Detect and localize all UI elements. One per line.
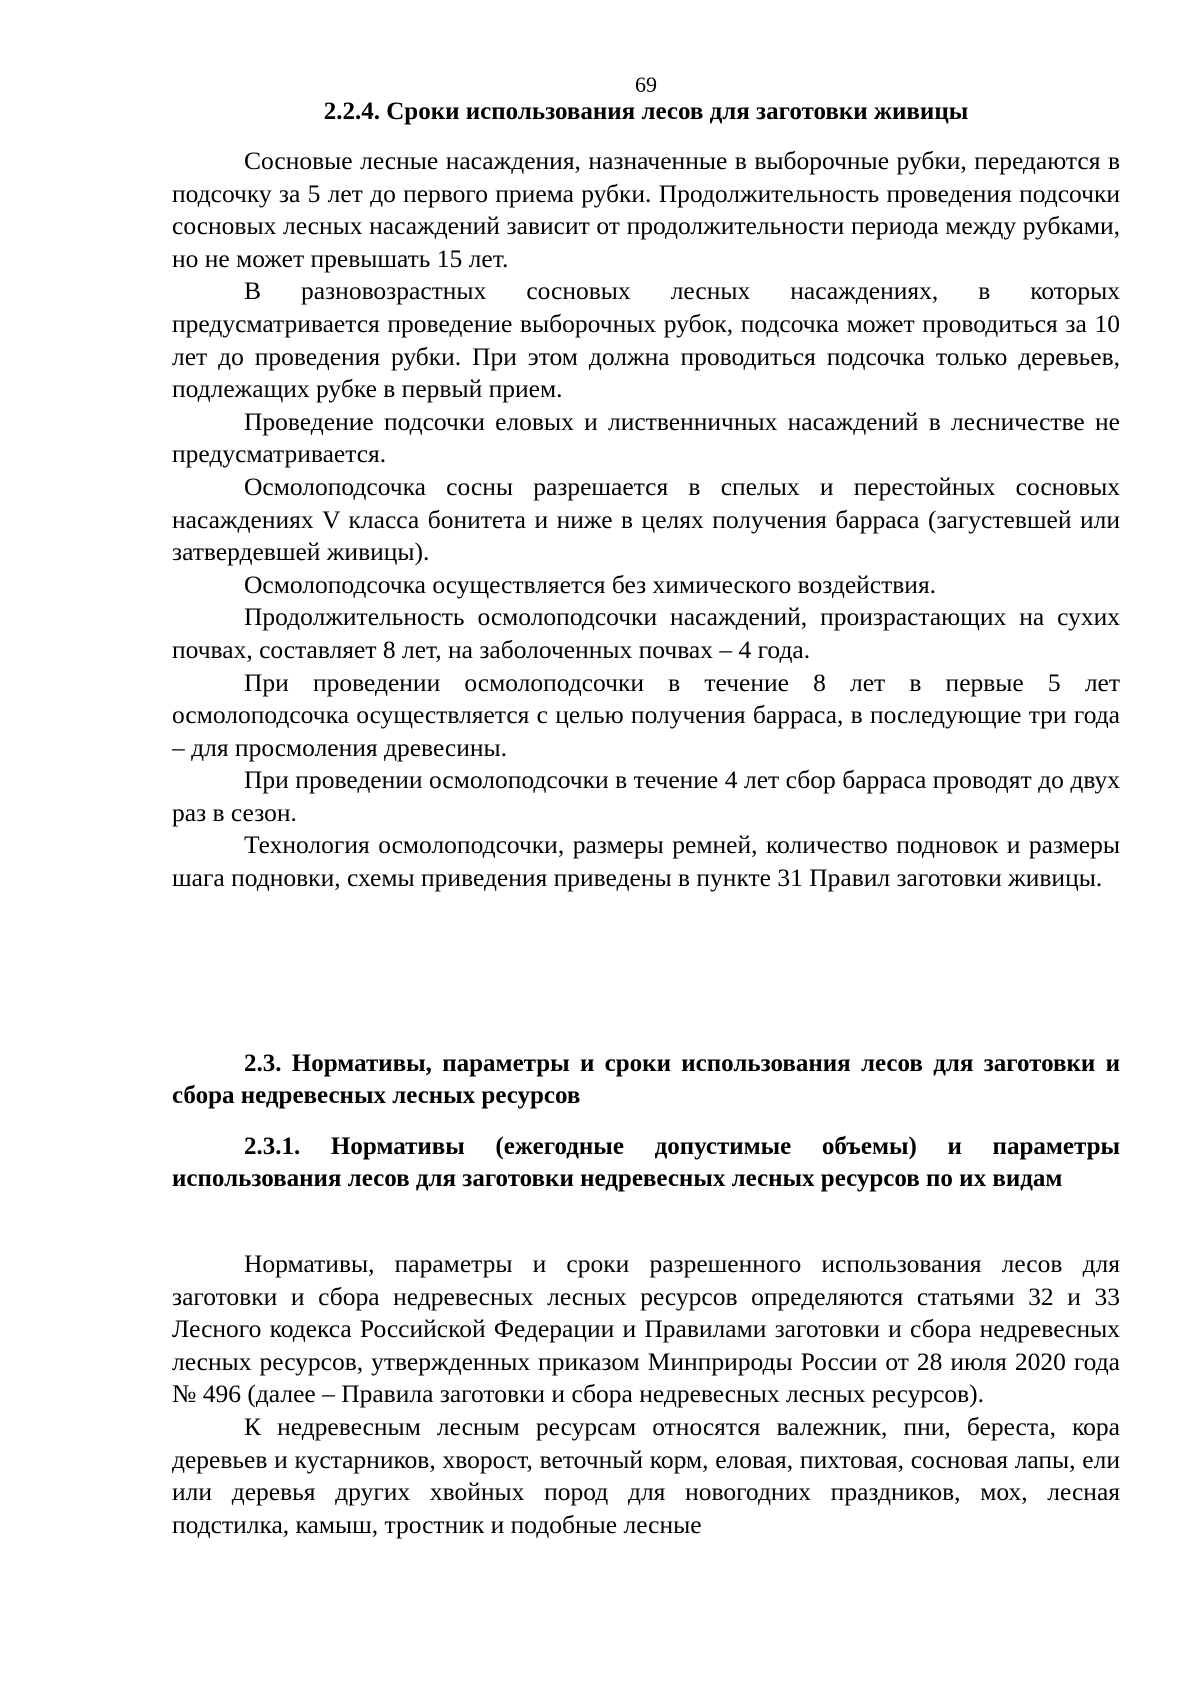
paragraph: Проведение подсочки еловых и лиственничных насаждений в лесничестве не предусматривается. bbox=[172, 406, 1120, 469]
paragraph: Продолжительность осмолоподсочки насаждений, произрастающих на сухих почвах, составляет 8 лет, на заболоченных почвах – 4 года. bbox=[172, 602, 1120, 664]
paragraph: При проведении осмолоподсочки в течение 4 лет сбор барраса проводят до двух раз в сезон. bbox=[172, 765, 1120, 827]
paragraph: Осмолоподсочка сосны разрешается в спелых и перестойных сосновых насаждениях V класса бонитета и ниже в целях получения барраса (загустевшей или затвердевшей живицы). bbox=[172, 471, 1120, 567]
section-2-2-4 bbox=[172, 96, 1120, 128]
paragraph: Технология осмолоподсочки, размеры ремней, количество подновок и размеры шага подновки, схемы приведения приведены в пункте 31 Правил заготовки живицы. bbox=[172, 830, 1120, 893]
paragraph: В разновозрастных сосновых лесных насаждениях, в которых предусматривается проведение выборочных рубок, подсочка может проводиться за 10 лет до проведения рубки. При этом должна проводиться подсочка только деревьев, подлежащих рубке в первый прием. bbox=[172, 276, 1120, 404]
page-number: 69 bbox=[635, 72, 657, 97]
section-heading-2-2-4: 2.2.4. Сроки использования лесов для заготовки живицы bbox=[323, 98, 969, 125]
section-2-3-1-body bbox=[172, 1248, 1120, 1541]
paragraph: При проведении осмолоподсочки в течение 8 лет в первые 5 лет осмолоподсочка осуществляется с целью получения барраса, в последующие три года – для просмоления древесины. bbox=[172, 667, 1120, 762]
paragraph: Сосновые лесные насаждения, назначенные в выборочные рубки, передаются в подсочку за 5 лет до первого приема рубки. Продолжительность проведения подсочки сосновых лесных насаждений зависит от продолжительности периода между рубками, но не может превышать 15 лет. bbox=[172, 146, 1120, 273]
section-2-2-4-body bbox=[172, 145, 1120, 895]
section-heading-2-3: 2.3. Нормативы, параметры и сроки использования лесов для заготовки и сбора недревесных лесных ресурсов bbox=[172, 1050, 1120, 1109]
paragraph: Нормативы, параметры и сроки разрешенного использования лесов для заготовки и сбора недревесных лесных ресурсов определяются статьями 32 и 33 Лесного кодекса Российской Федерации и Правилами заготовки и сбора недревесных лесных ресурсов, утвержденных приказом Минприроды России от 28 июля 2020 года № 496 (далее – Правила заготовки и сбора недревесных лесных ресурсов). bbox=[172, 1249, 1120, 1409]
paragraph: К недревесным лесным ресурсам относятся валежник, пни, береста, кора деревьев и кустарников, хворост, веточный корм, еловая, пихтовая, сосновая лапы, ели или деревья других хвойных пород для новогодних праздников, мох, лесная подстилка, камыш, тростник и подобные лесные bbox=[172, 1411, 1120, 1539]
section-heading-2-3-1: 2.3.1. Нормативы (ежегодные допустимые объемы) и параметры использования лесов для заготовки недревесных лесных ресурсов по их видам bbox=[172, 1133, 1120, 1192]
section-2-3 bbox=[172, 1048, 1120, 1112]
paragraph: Осмолоподсочка осуществляется без химического воздействия. bbox=[244, 569, 937, 599]
section-2-3-1 bbox=[172, 1131, 1120, 1195]
